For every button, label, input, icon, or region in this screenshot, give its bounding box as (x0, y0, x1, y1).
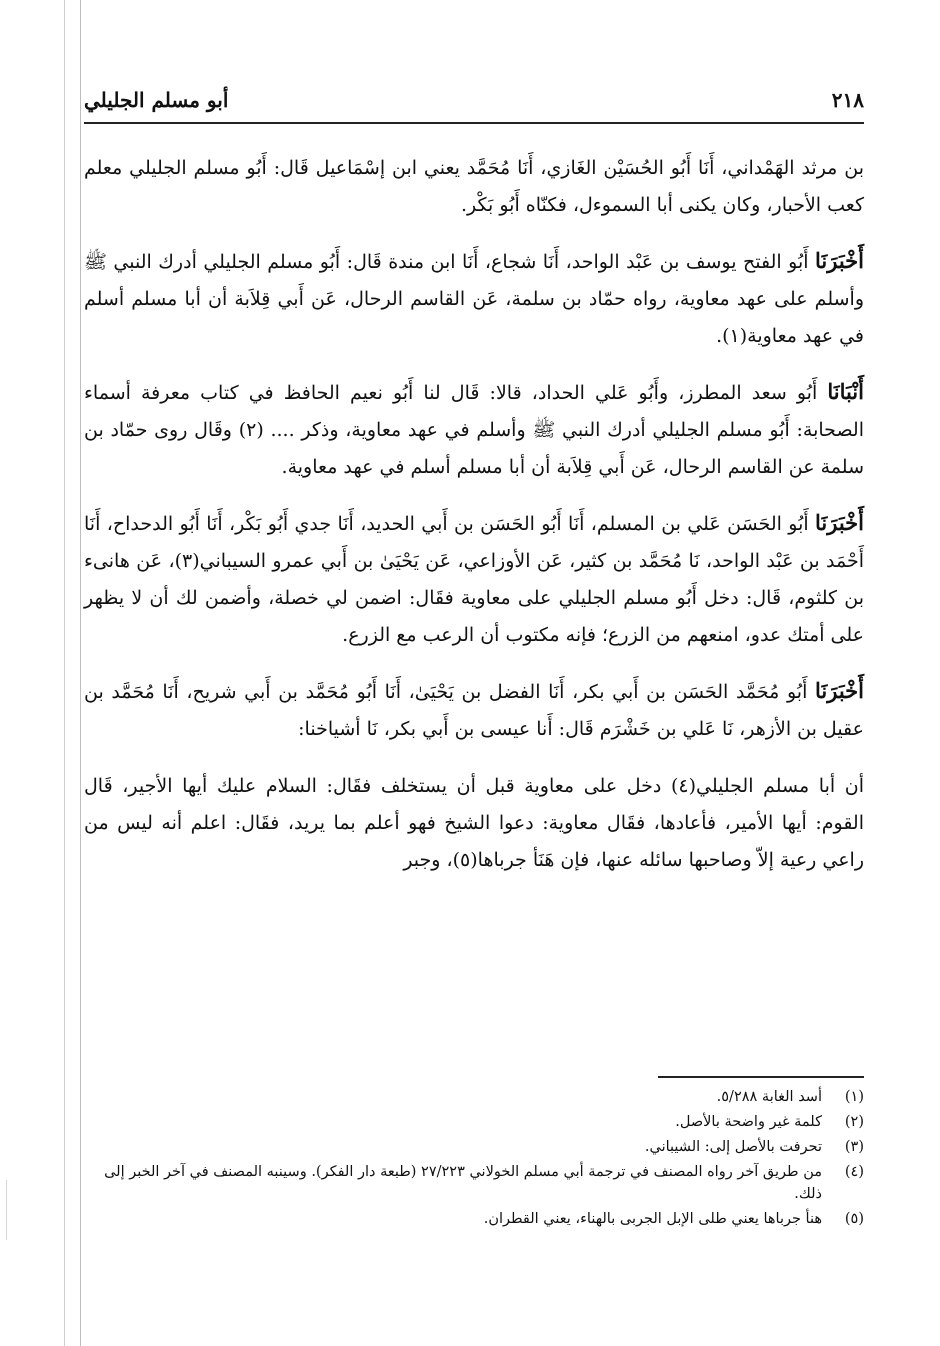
paragraph-text: أَبُو الحَسَن عَلي بن المسلم، أَنَا أَبُو الحَسَن بن أَبي الحديد، أَنَا جدي أَبُو بَكْر، أَنَا أَبُو الدحداح، أَنَا أَحْمَد بن عَبْد الواحد، نَا مُحَمَّد بن كثير، عَن الأوزاعي، عَن يَحْيَىٰ بن أَبي عمرو السيباني(٣)، عَن هانىء بن كلثوم، قَال: دخل أَبُو مسلم الجليلي على معاوية فقَال: اضمن لي خصلة، وأضمن لك أن لا يظهر على أمتك عدو، امنعهم من الزرع؛ فإنه مكتوب أن الرعب مع الزرع. (84, 513, 864, 646)
footnote-number: (٥) (844, 1211, 864, 1227)
footnote-text: كلمة غير واضحة بالأصل. (675, 1114, 822, 1130)
header-rule (84, 122, 864, 124)
footnote-text: هنأ جرباها يعني طلى الإبل الجربى بالهناء، يعني القطران. (483, 1211, 822, 1227)
scan-fold-line (80, 0, 81, 1346)
footnote (84, 1086, 864, 1108)
main-text (84, 148, 864, 897)
footnote (84, 1136, 864, 1158)
paragraph (84, 672, 864, 748)
scan-margin-line (64, 0, 65, 1346)
paragraph-lead-word: أَنْبَانَا (827, 379, 864, 404)
paragraph (84, 373, 864, 486)
footnote (84, 1208, 864, 1230)
paragraph-text: أَبُو سعد المطرز، وأَبُو عَلي الحداد، قالا: قَال لنا أَبُو نعيم الحافظ في كتاب معرفة أسماء الصحابة: أَبُو مسلم الجليلي أدرك النبي ﷺ وأسلم في عهد معاوية، وذكر .... (٢) وقَال روى حمّاد بن سلمة عن القاسم الرحال، عَن أَبي قِلاَبة أن أبا مسلم أسلم في عهد معاوية. (84, 382, 864, 478)
running-title: أبو مسلم الجليلي (84, 88, 229, 112)
paragraph-text: بن مرثد الهَمْداني، أَنَا أَبُو الحُسَيْن الغَازي، أَنَا مُحَمَّد يعني ابن إسْمَاعيل قَال: أَبُو مسلم الجليلي معلم كعب الأحبار، وكان يكنى أبا السموءل، فكنّاه أَبُو بَكْر. (84, 157, 864, 216)
paragraph (84, 504, 864, 654)
paragraph-lead-word: أَخْبَرَنَا (815, 248, 864, 273)
footnotes (84, 1086, 864, 1233)
paragraph (84, 148, 864, 224)
footnote-number: (٤) (844, 1164, 864, 1180)
footnote-rule (658, 1076, 864, 1078)
footnote-number: (٣) (844, 1139, 864, 1155)
footnote-number: (٢) (844, 1114, 864, 1130)
scan-edge-mark (6, 1180, 7, 1240)
page-number: ٢١٨ (831, 88, 864, 112)
footnote (84, 1111, 864, 1133)
footnote-text: أسد الغابة ٥/٢٨٨. (716, 1089, 822, 1105)
footnote-number: (١) (844, 1089, 864, 1105)
paragraph-lead-word: أَخْبَرَنَا (815, 678, 864, 703)
paragraph (84, 242, 864, 355)
paragraph-text: أَبُو مُحَمَّد الحَسَن بن أَبي بكر، أَنَا الفضل بن يَحْيَىٰ، أَنَا أَبُو مُحَمَّد بن أَبي شريح، أَنَا مُحَمَّد بن عقيل بن الأزهر، نَا عَلي بن خَشْرَم قَال: أَنا عيسى بن أَبي بكر، نَا أشياخنا: (84, 681, 864, 740)
footnote-text: من طريق آخر رواه المصنف في ترجمة أبي مسلم الخولاني ٢٧/٢٢٣ (طبعة دار الفكر). وسينبه المصنف في آخر الخبر إلى ذلك. (104, 1164, 822, 1202)
paragraph (84, 766, 864, 879)
paragraph-text: أَبُو الفتح يوسف بن عَبْد الواحد، أَنَا شجاع، أَنَا ابن مندة قَال: أَبُو مسلم الجليلي أدرك النبي ﷺ وأسلم على عهد معاوية، رواه حمّاد بن سلمة، عَن القاسم الرحال، عَن أَبي قِلاَبة أن أبا مسلم أسلم في عهد معاوية(١). (84, 251, 864, 347)
footnote (84, 1161, 864, 1205)
footnote-text: تحرفت بالأصل إلى: الشيباني. (644, 1139, 822, 1155)
paragraph-text: أن أبا مسلم الجليلي(٤) دخل على معاوية قبل أن يستخلف فقَال: السلام عليك أيها الأجير، قَال القوم: أيها الأمير، فأعادها، فقَال معاوية: دعوا الشيخ فهو أعلم بما يريد، فقَال: اعلم أنه ليس من راعي رعية إلاّ وصاحبها سائله عنها، فإن هَنَأ جرباها(٥)، وجبر (84, 775, 864, 871)
paragraph-lead-word: أَخْبَرَنَا (815, 510, 864, 535)
page-header (84, 88, 864, 120)
